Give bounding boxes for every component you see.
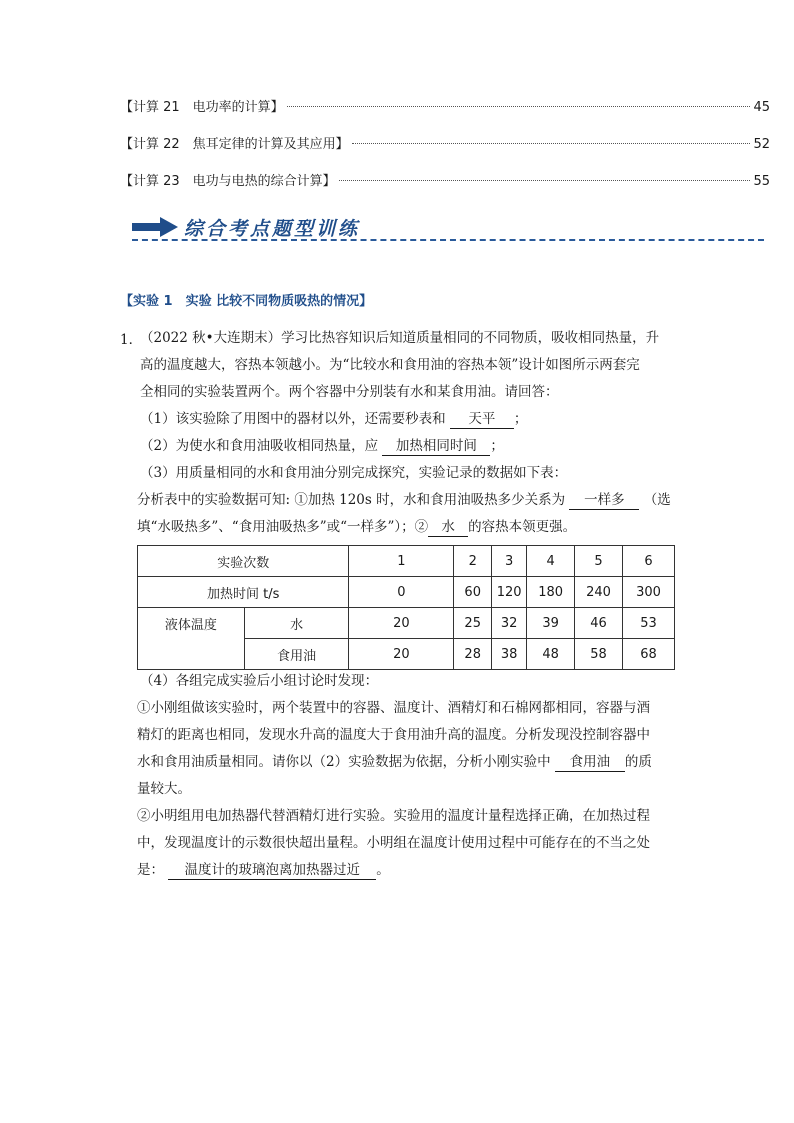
experiment-title: 【实验 1 实验 比较不同物质吸热的情况】 (120, 294, 373, 309)
table-cell: 240 (575, 577, 623, 608)
table-row (138, 608, 675, 639)
sub-question-4a-line: 量较大。 (137, 781, 191, 797)
toc-page-number: 45 (753, 100, 770, 115)
table-header: 食用油 (244, 639, 349, 670)
sub-question-4b-line: 是： 温度计的玻璃泡离加热器过近 。 (137, 862, 390, 878)
answer-blank: 食用油 (555, 753, 625, 772)
table-cell: 38 (492, 639, 527, 670)
toc-leader-dots (339, 180, 751, 181)
sub-question-3b: 填“水吸热多”、“食用油吸热多”或“一样多”）；② 水 的容热本领更强。 (137, 519, 577, 535)
table-row (138, 546, 675, 577)
toc-leader-dots (287, 106, 751, 107)
question-intro-line: （2022 秋•大连期末）学习比热容知识后知道质量相同的不同物质，吸收相同热量，升 (140, 330, 660, 346)
table-cell: 20 (349, 608, 454, 639)
sub-question-4a-line: 水和食用油质量相同。请你以（2）实验数据为依据，分析小刚实验中 食用油 的质 (137, 754, 652, 770)
toc-label: 【计算 22 焦耳定律的计算及其应用】 (120, 137, 349, 152)
table-cell: 48 (527, 639, 575, 670)
table-cell: 53 (623, 608, 675, 639)
section-divider (132, 239, 764, 241)
sub-question-4b-line: 中，发现温度计的示数很快超出量程。小明组在温度计使用过程中可能存在的不当之处 (137, 835, 650, 851)
table-cell: 28 (454, 639, 492, 670)
table-header: 加热时间 t/s (138, 577, 349, 608)
arrow-right-icon (132, 217, 178, 241)
sub-question-3: （3）用质量相同的水和食用油分别完成探究，实验记录的数据如下表： (140, 465, 568, 481)
experiment-data-table (137, 545, 675, 670)
table-cell: 6 (623, 546, 675, 577)
question-intro-line: 全相同的实验装置两个。两个容器中分别装有水和某食用油。请回答： (140, 384, 559, 400)
table-cell: 300 (623, 577, 675, 608)
toc-entry[interactable] (120, 133, 770, 151)
table-cell: 39 (527, 608, 575, 639)
question-number: 1． (120, 332, 143, 348)
sub-question-4a-line: 精灯的距离也相同，发现水升高的温度大于食用油升高的温度。分析发现没控制容器中 (137, 727, 650, 743)
table-cell: 2 (454, 546, 492, 577)
sub-question-2: （2）为使水和食用油吸收相同热量，应 加热相同时间 ； (140, 438, 504, 454)
toc-leader-dots (352, 143, 751, 144)
table-cell: 60 (454, 577, 492, 608)
table-cell: 46 (575, 608, 623, 639)
table-cell: 5 (575, 546, 623, 577)
toc-label: 【计算 23 电功与电热的综合计算】 (120, 174, 336, 189)
answer-blank: 温度计的玻璃泡离加热器过近 (168, 861, 376, 880)
table-cell: 32 (492, 608, 527, 639)
answer-blank: 一样多 (569, 491, 639, 510)
table-row (138, 577, 675, 608)
answer-blank: 水 (428, 518, 468, 537)
table-header: 液体温度 (138, 608, 245, 670)
sub-question-3a: 分析表中的实验数据可知: ①加热 120s 时，水和食用油吸热多少关系为 一样多 （选 (137, 492, 671, 508)
table-cell: 1 (349, 546, 454, 577)
question-source: （2022 秋•大连期末） (140, 330, 282, 346)
toc-label: 【计算 21 电功率的计算】 (120, 100, 284, 115)
table-cell: 3 (492, 546, 527, 577)
section-title: 综合考点题型训练 (184, 218, 361, 240)
sub-question-1: （1）该实验除了用图中的器材以外，还需要秒表和 天平 ； (140, 411, 528, 427)
table-cell: 68 (623, 639, 675, 670)
table-cell: 25 (454, 608, 492, 639)
answer-blank: 天平 (450, 410, 514, 429)
toc-page-number: 55 (753, 174, 770, 189)
table-cell: 58 (575, 639, 623, 670)
table-header: 实验次数 (138, 546, 349, 577)
table-cell: 4 (527, 546, 575, 577)
toc-page-number: 52 (753, 137, 770, 152)
table-cell: 180 (527, 577, 575, 608)
table-cell: 0 (349, 577, 454, 608)
toc-entry[interactable] (120, 96, 770, 114)
table-cell: 120 (492, 577, 527, 608)
section-banner (132, 212, 764, 246)
sub-question-4: （4）各组完成实验后小组讨论时发现： (140, 673, 379, 689)
table-cell: 20 (349, 639, 454, 670)
question-intro-line: 高的温度越大，容热本领越小。为“比较水和食用油的容热本领”设计如图所示两套完 (140, 357, 640, 373)
sub-question-4a-line: ①小刚组做该实验时，两个装置中的容器、温度计、酒精灯和石棉网都相同，容器与酒 (137, 700, 650, 716)
sub-question-4b-line: ②小明组用电加热器代替酒精灯进行实验。实验用的温度计量程选择正确，在加热过程 (137, 808, 650, 824)
table-header: 水 (244, 608, 349, 639)
answer-blank: 加热相同时间 (382, 437, 490, 456)
toc-entry[interactable] (120, 170, 770, 188)
